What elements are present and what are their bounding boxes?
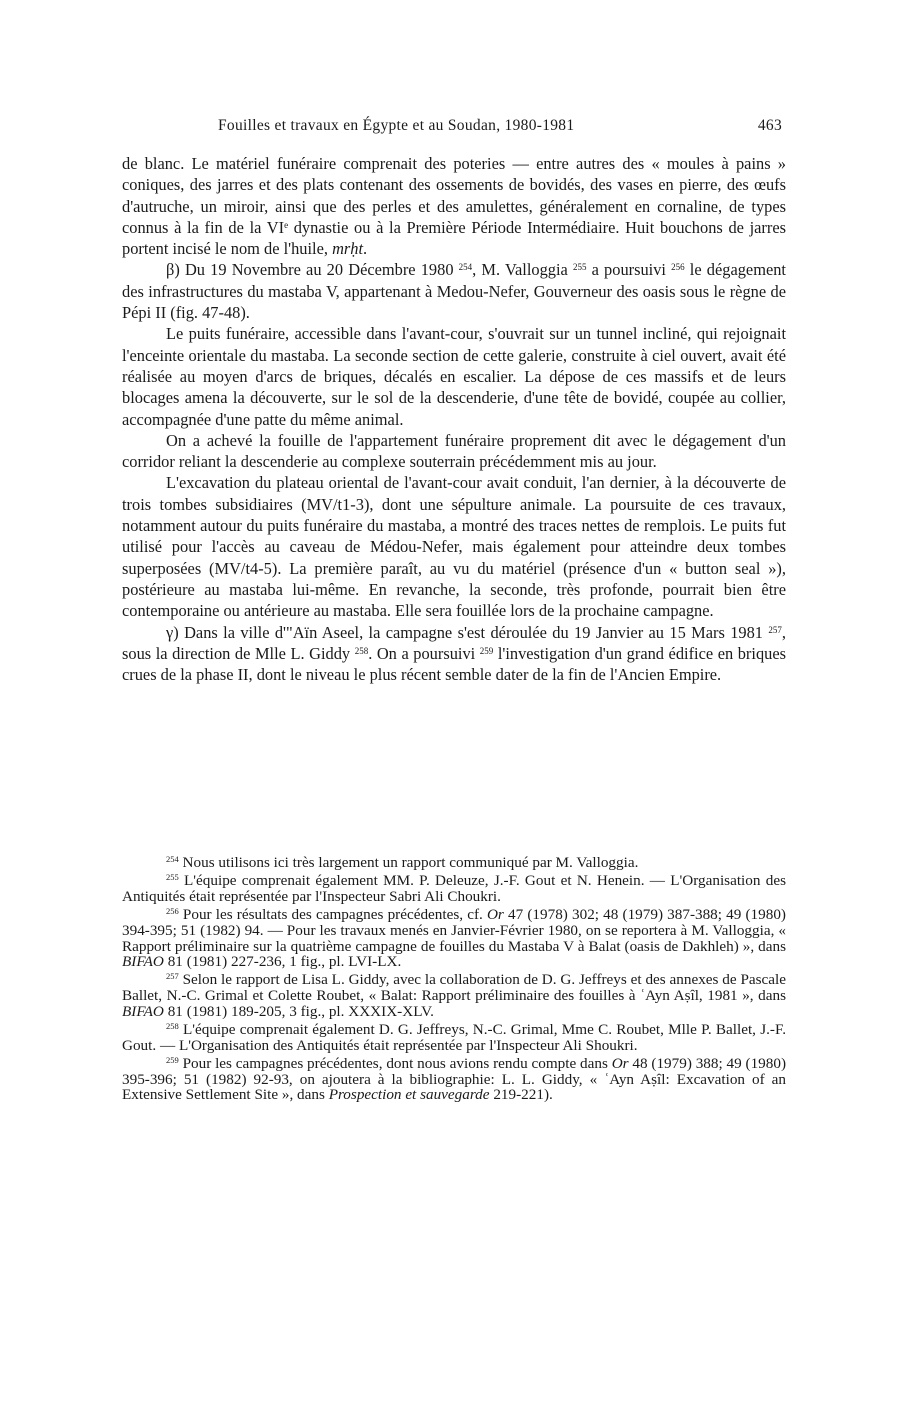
text-run: . bbox=[363, 239, 368, 259]
footnote bbox=[122, 972, 786, 1019]
footnote bbox=[122, 1056, 786, 1103]
footnotes bbox=[122, 855, 786, 1106]
note-reference: 254 bbox=[458, 262, 473, 273]
text-run: le dégagement des infrastructures du mastaba V, appartenant à Medou-Nefer, Gouverneur des oasis sous le règne de Pépi II (fig. 47-48). bbox=[122, 260, 786, 323]
footnote bbox=[122, 1022, 786, 1053]
text-run: L'équipe comprenait également D. G. Jeffreys, N.-C. Grimal, Mme C. Roubet, Mlle P. Ballet, J.-F. Gout. — L'Organisation des Antiquités était représentée par l'Inspecteur Ali Shoukri. bbox=[122, 1021, 786, 1054]
note-reference: 259 bbox=[166, 1054, 179, 1065]
text-run: Pour les résultats des campagnes précédentes, cf. bbox=[178, 906, 487, 924]
text-run: , sous la direction de Mlle L. Giddy bbox=[122, 622, 786, 663]
note-reference: 258 bbox=[166, 1021, 179, 1032]
italic-text: BIFAO bbox=[122, 953, 164, 971]
text-run: 81 (1981) 227-236, 1 fig., pl. LVI-LX. bbox=[163, 953, 402, 971]
text-run: 219-221). bbox=[489, 1086, 553, 1104]
note-reference: 259 bbox=[479, 645, 494, 656]
text-run: γ) Dans la ville d'"Aïn Aseel, la campagne s'est déroulée du 19 Janvier au 15 Mars 1981 bbox=[166, 622, 769, 642]
note-reference: e bbox=[284, 219, 289, 230]
note-reference: 255 bbox=[166, 872, 179, 883]
text-run: , M. Valloggia bbox=[472, 260, 573, 280]
text-run: Pour les campagnes précédentes, dont nous avions rendu compte dans bbox=[178, 1054, 612, 1072]
running-head-title: Fouilles et travaux en Égypte et au Soudan, 1980-1981 bbox=[218, 117, 575, 134]
text-run: Le puits funéraire, accessible dans l'avant-cour, s'ouvrait sur un tunnel incliné, qui rejoignait l'enceinte orientale du mastaba. La seconde section de cette galerie, construite à ciel ouvert, avait été réalisée au moyen d'arcs de briques, décalés en escalier. La dépose de ces massifs et de leurs blocages amena la découverte, sur le sol de la descenderie, d'une tête de bovidé, coupée au collier, accompagnée d'une patte du même animal. bbox=[122, 324, 786, 429]
body-paragraph bbox=[122, 622, 786, 686]
text-run: L'équipe comprenait également MM. P. Deleuze, J.-F. Gout et N. Henein. — L'Organisation des Antiquités était représentée par l'Inspecteur Sabri Ali Choukri. bbox=[122, 872, 786, 905]
note-reference: 255 bbox=[572, 262, 587, 273]
note-reference: 254 bbox=[166, 854, 179, 864]
text-run: Nous utilisons ici très largement un rapport communiqué par M. Valloggia. bbox=[178, 854, 639, 871]
text-run: dynastie ou à la Première Période Intermédiaire. Huit bouchons de jarres portent incisé le nom de l'huile, bbox=[122, 217, 786, 259]
body-paragraph bbox=[122, 259, 786, 323]
page-number: 463 bbox=[757, 117, 782, 134]
text-run: Selon le rapport de Lisa L. Giddy, avec la collaboration de D. G. Jeffreys et des annexes de Pascale Ballet, N.-C. Grimal et Colette Roubet, « Balat: Rapport préliminaire des fouilles à ʿAyn Aṣîl, 1981 », dans bbox=[122, 971, 786, 1005]
body-paragraph bbox=[122, 472, 786, 621]
text-run: On a achevé la fouille de l'appartement funéraire proprement dit avec le dégagement d'un corridor reliant la descenderie au complexe souterrain précédemment mis au jour. bbox=[122, 430, 786, 472]
text-run: 81 (1981) 189-205, 3 fig., pl. XXXIX-XLV. bbox=[163, 1002, 434, 1020]
italic-text: Or bbox=[611, 1054, 629, 1072]
text-run: . On a poursuivi bbox=[368, 643, 480, 663]
text-run: 47 (1978) 302; 48 (1979) 387-388; 49 (1980) 394-395; 51 (1982) 94. — Pour les travaux menés en Janvier-Février 1980, on se reportera à M. Valloggia, « Rapport préliminaire sur la quatrième campagne de fouilles du Mastaba V à Balat (oasis de Dakhleh) », dans bbox=[122, 906, 786, 955]
running-head bbox=[122, 117, 784, 139]
text-run: a poursuivi bbox=[586, 260, 672, 280]
body-text bbox=[122, 153, 786, 685]
note-reference: 256 bbox=[166, 906, 179, 917]
footnote bbox=[122, 873, 786, 904]
italic-text: Prospection et sauvegarde bbox=[328, 1086, 490, 1104]
body-paragraph bbox=[122, 430, 786, 473]
footnote bbox=[122, 855, 786, 871]
footnote bbox=[122, 907, 786, 970]
body-paragraph bbox=[122, 153, 786, 259]
text-run: β) Du 19 Novembre au 20 Décembre 1980 bbox=[166, 260, 459, 280]
italic-text: mrḥt bbox=[332, 239, 364, 259]
text-run: l'investigation d'un grand édifice en briques crues de la phase II, dont le niveau le plus récent semble dater de la fin de l'Ancien Empire. bbox=[122, 643, 786, 685]
note-reference: 256 bbox=[671, 262, 685, 273]
note-reference: 257 bbox=[166, 971, 179, 982]
italic-text: Or bbox=[486, 906, 504, 924]
note-reference: 257 bbox=[768, 624, 782, 635]
body-paragraph bbox=[122, 323, 786, 429]
italic-text: BIFAO bbox=[122, 1002, 164, 1020]
text-run: L'excavation du plateau oriental de l'avant-cour avait conduit, l'an dernier, à la découverte de trois tombes subsidiaires (MV/t1-3), dont une sépulture animale. La poursuite de ces travaux, notamment autour du puits funéraire du mastaba, a montré des traces nettes de remplois. Le puits fut utilisé pour l'accès au caveau de Médou-Nefer, mais également pour atteindre deux tombes superposées (MV/t4-5). La première paraît, au vu du matériel (présence d'un « button seal »), postérieure au mastaba lui-même. En revanche, la seconde, très profonde, pourrait bien être contemporaine ou antérieure au mastaba. Elle sera fouillée lors de la prochaine campagne. bbox=[122, 473, 786, 621]
text-run: 48 (1979) 388; 49 (1980) 395-396; 51 (1982) 92-93, on ajoutera à la bibliographie: L. L. Giddy, « ʿAyn Aṣîl: Excavation of an Extensive Settlement Site », dans bbox=[122, 1054, 787, 1104]
text-run: de blanc. Le matériel funéraire comprenait des poteries — entre autres des « moules à pains » coniques, des jarres et des plats contenant des ossements de bovidés, des vases en pierre, des œufs d'autruche, un miroir, ainsi que des perles et des amulettes, généralement en cornaline, de types connus à la fin de la VI bbox=[122, 154, 786, 237]
note-reference: 258 bbox=[354, 645, 369, 656]
